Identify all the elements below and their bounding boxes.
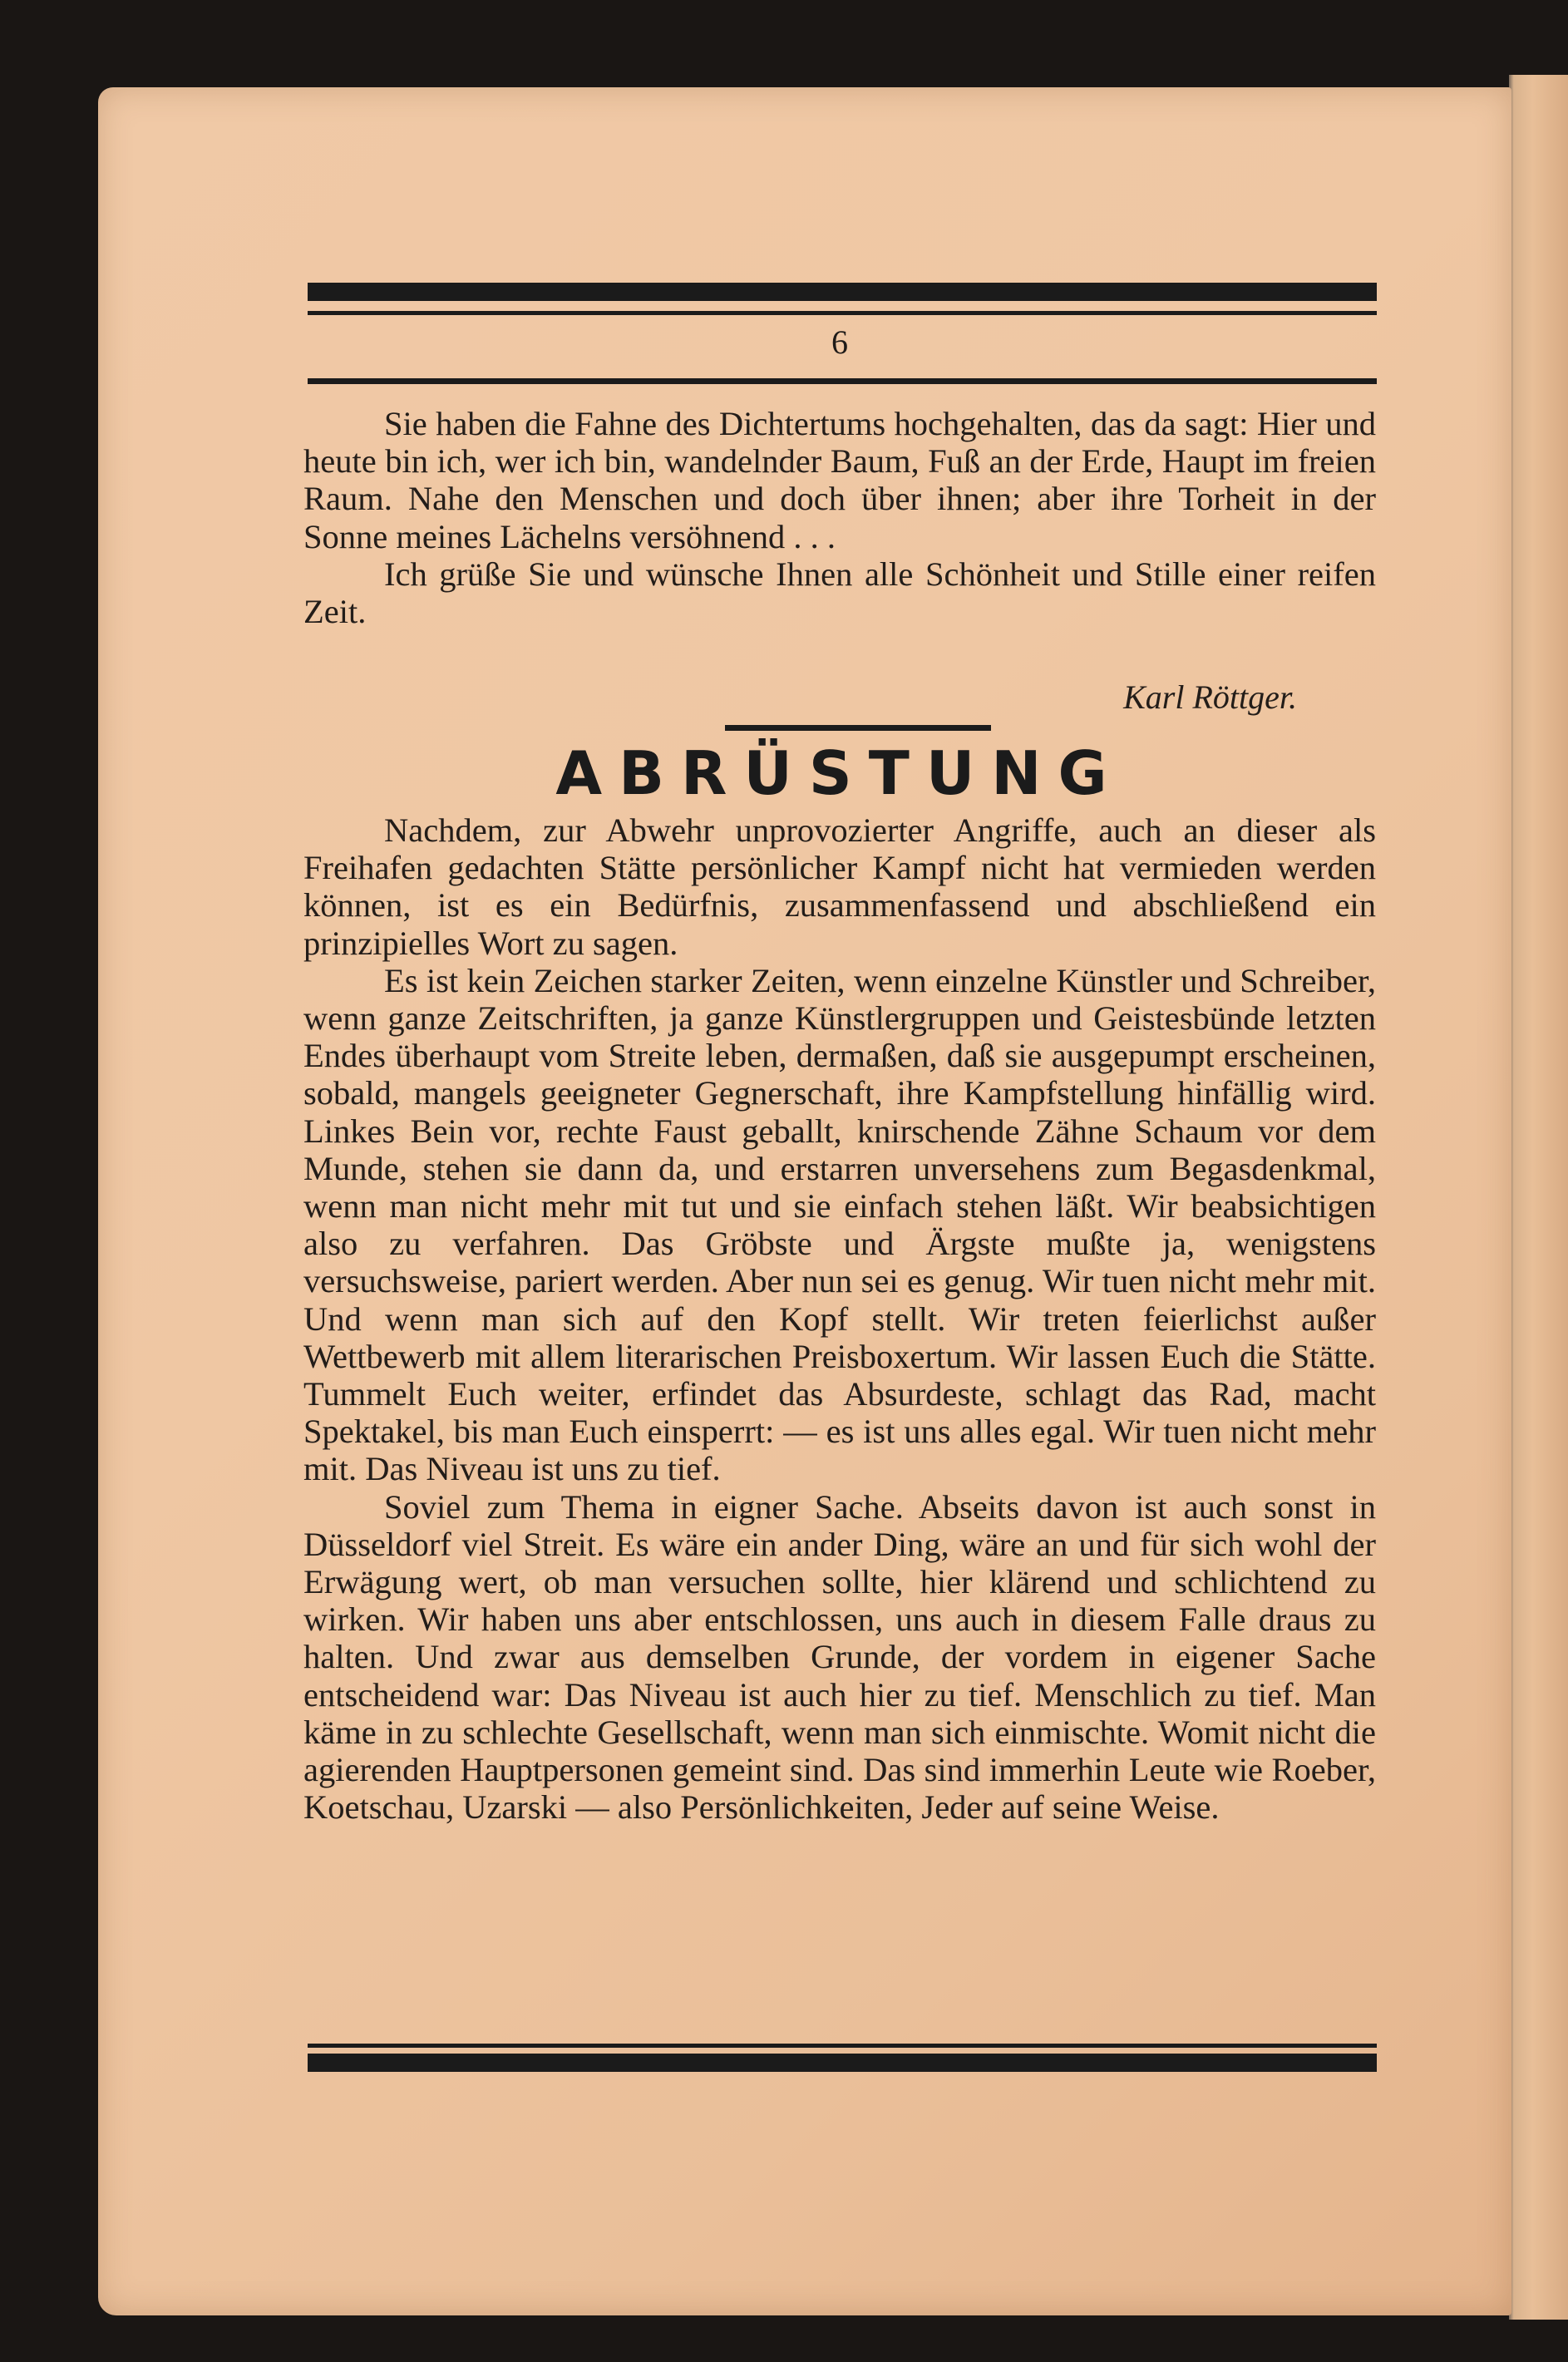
- signature: Karl Röttger.: [1123, 678, 1297, 716]
- article-paragraph: Soviel zum Thema in eigner Sache. Abseits davon ist auch sonst in Düsseldorf viel Streit. Es wäre ein ander Ding, wäre an und für sich wohl der Erwägung wert, ob man versuchen sollte, hier klärend und schlichtend zu wirken. Wir haben uns aber entschlossen, uns auch in diesem Falle draus zu halten. Und zwar aus demselben Grunde, der vordem in eigener Sache entscheidend war: Das Niveau ist auch hier zu tief. Menschlich zu tief. Man käme in zu schlechte Gesellschaft, wenn man sich einmischte. Womit nicht die agierenden Hauptpersonen gemeint sind. Das sind immerhin Leute wie Roeber, Koetschau, Uzarski — also Persönlichkeiten, Jeder auf seine Weise.: [303, 1487, 1376, 1827]
- footer-rule-thin: [308, 2044, 1377, 2048]
- footer-rule-thick: [308, 2054, 1377, 2072]
- article-text: [303, 811, 1376, 1826]
- section-divider: [725, 725, 991, 731]
- header-rule-bottom: [308, 378, 1377, 384]
- article-paragraph: Es ist kein Zeichen starker Zeiten, wenn einzelne Künstler und Schreiber, wenn ganze Zeitschriften, ja ganze Künstlergruppen und Geistesbünde letzten Endes überhaupt vom Streite leben, dermaßen, daß sie ausgepumpt erscheinen, sobald, mangels geeigneter Gegnerschaft, ihre Kampfstellung hinfällig wird. Linkes Bein vor, rechte Faust geballt, knirschende Zähne Schaum vor dem Munde, stehen sie dann da, und erstarren unversehens zum Begasdenkmal, wenn man nicht mehr mit tut und sie einfach stehen läßt. Wir beabsichtigen also zu verfahren. Das Gröbste und Ärgste mußte ja, wenigstens versuchsweise, pariert werden. Aber nun sei es genug. Wir tuen nicht mehr mit. Und wenn man sich auf den Kopf stellt. Wir treten feierlichst außer Wettbewerb mit allem literarischen Preisboxertum. Wir lassen Euch die Stätte. Tummelt Euch weiter, erfindet das Absurdeste, schlagt das Rad, macht Spektakel, bis man Euch einsperrt: — es ist uns alles egal. Wir tuen nicht mehr mit. Das Niveau ist uns zu tief.: [303, 961, 1376, 1488]
- header-rule-thin: [308, 311, 1377, 315]
- article-paragraph: Nachdem, zur Abwehr unprovozierter Angriffe, auch an dieser als Freihafen gedachten Stätte persönlicher Kampf nicht hat vermieden werden können, ist es ein Bedürfnis, zusammenfassend und abschließend ein prinzipielles Wort zu sagen.: [303, 811, 1376, 962]
- intro-paragraph: Ich grüße Sie und wünsche Ihnen alle Schönheit und Stille einer reifen Zeit.: [303, 555, 1376, 631]
- page-number: 6: [831, 323, 848, 361]
- intro-text: [303, 405, 1376, 630]
- intro-paragraph: Sie haben die Fahne des Dichtertums hochgehalten, das da sagt: Hier und heute bin ich, wer ich bin, wandelnder Baum, Fuß an der Erde, Haupt im freien Raum. Nahe den Menschen und doch über ihnen; aber ihre Torheit in der Sonne meines Lächelns versöhnend . . .: [303, 405, 1376, 555]
- article-headline: ABRÜSTUNG: [555, 738, 1124, 808]
- adjacent-page-edge: [1509, 75, 1568, 2320]
- header-rule-thick: [308, 283, 1377, 301]
